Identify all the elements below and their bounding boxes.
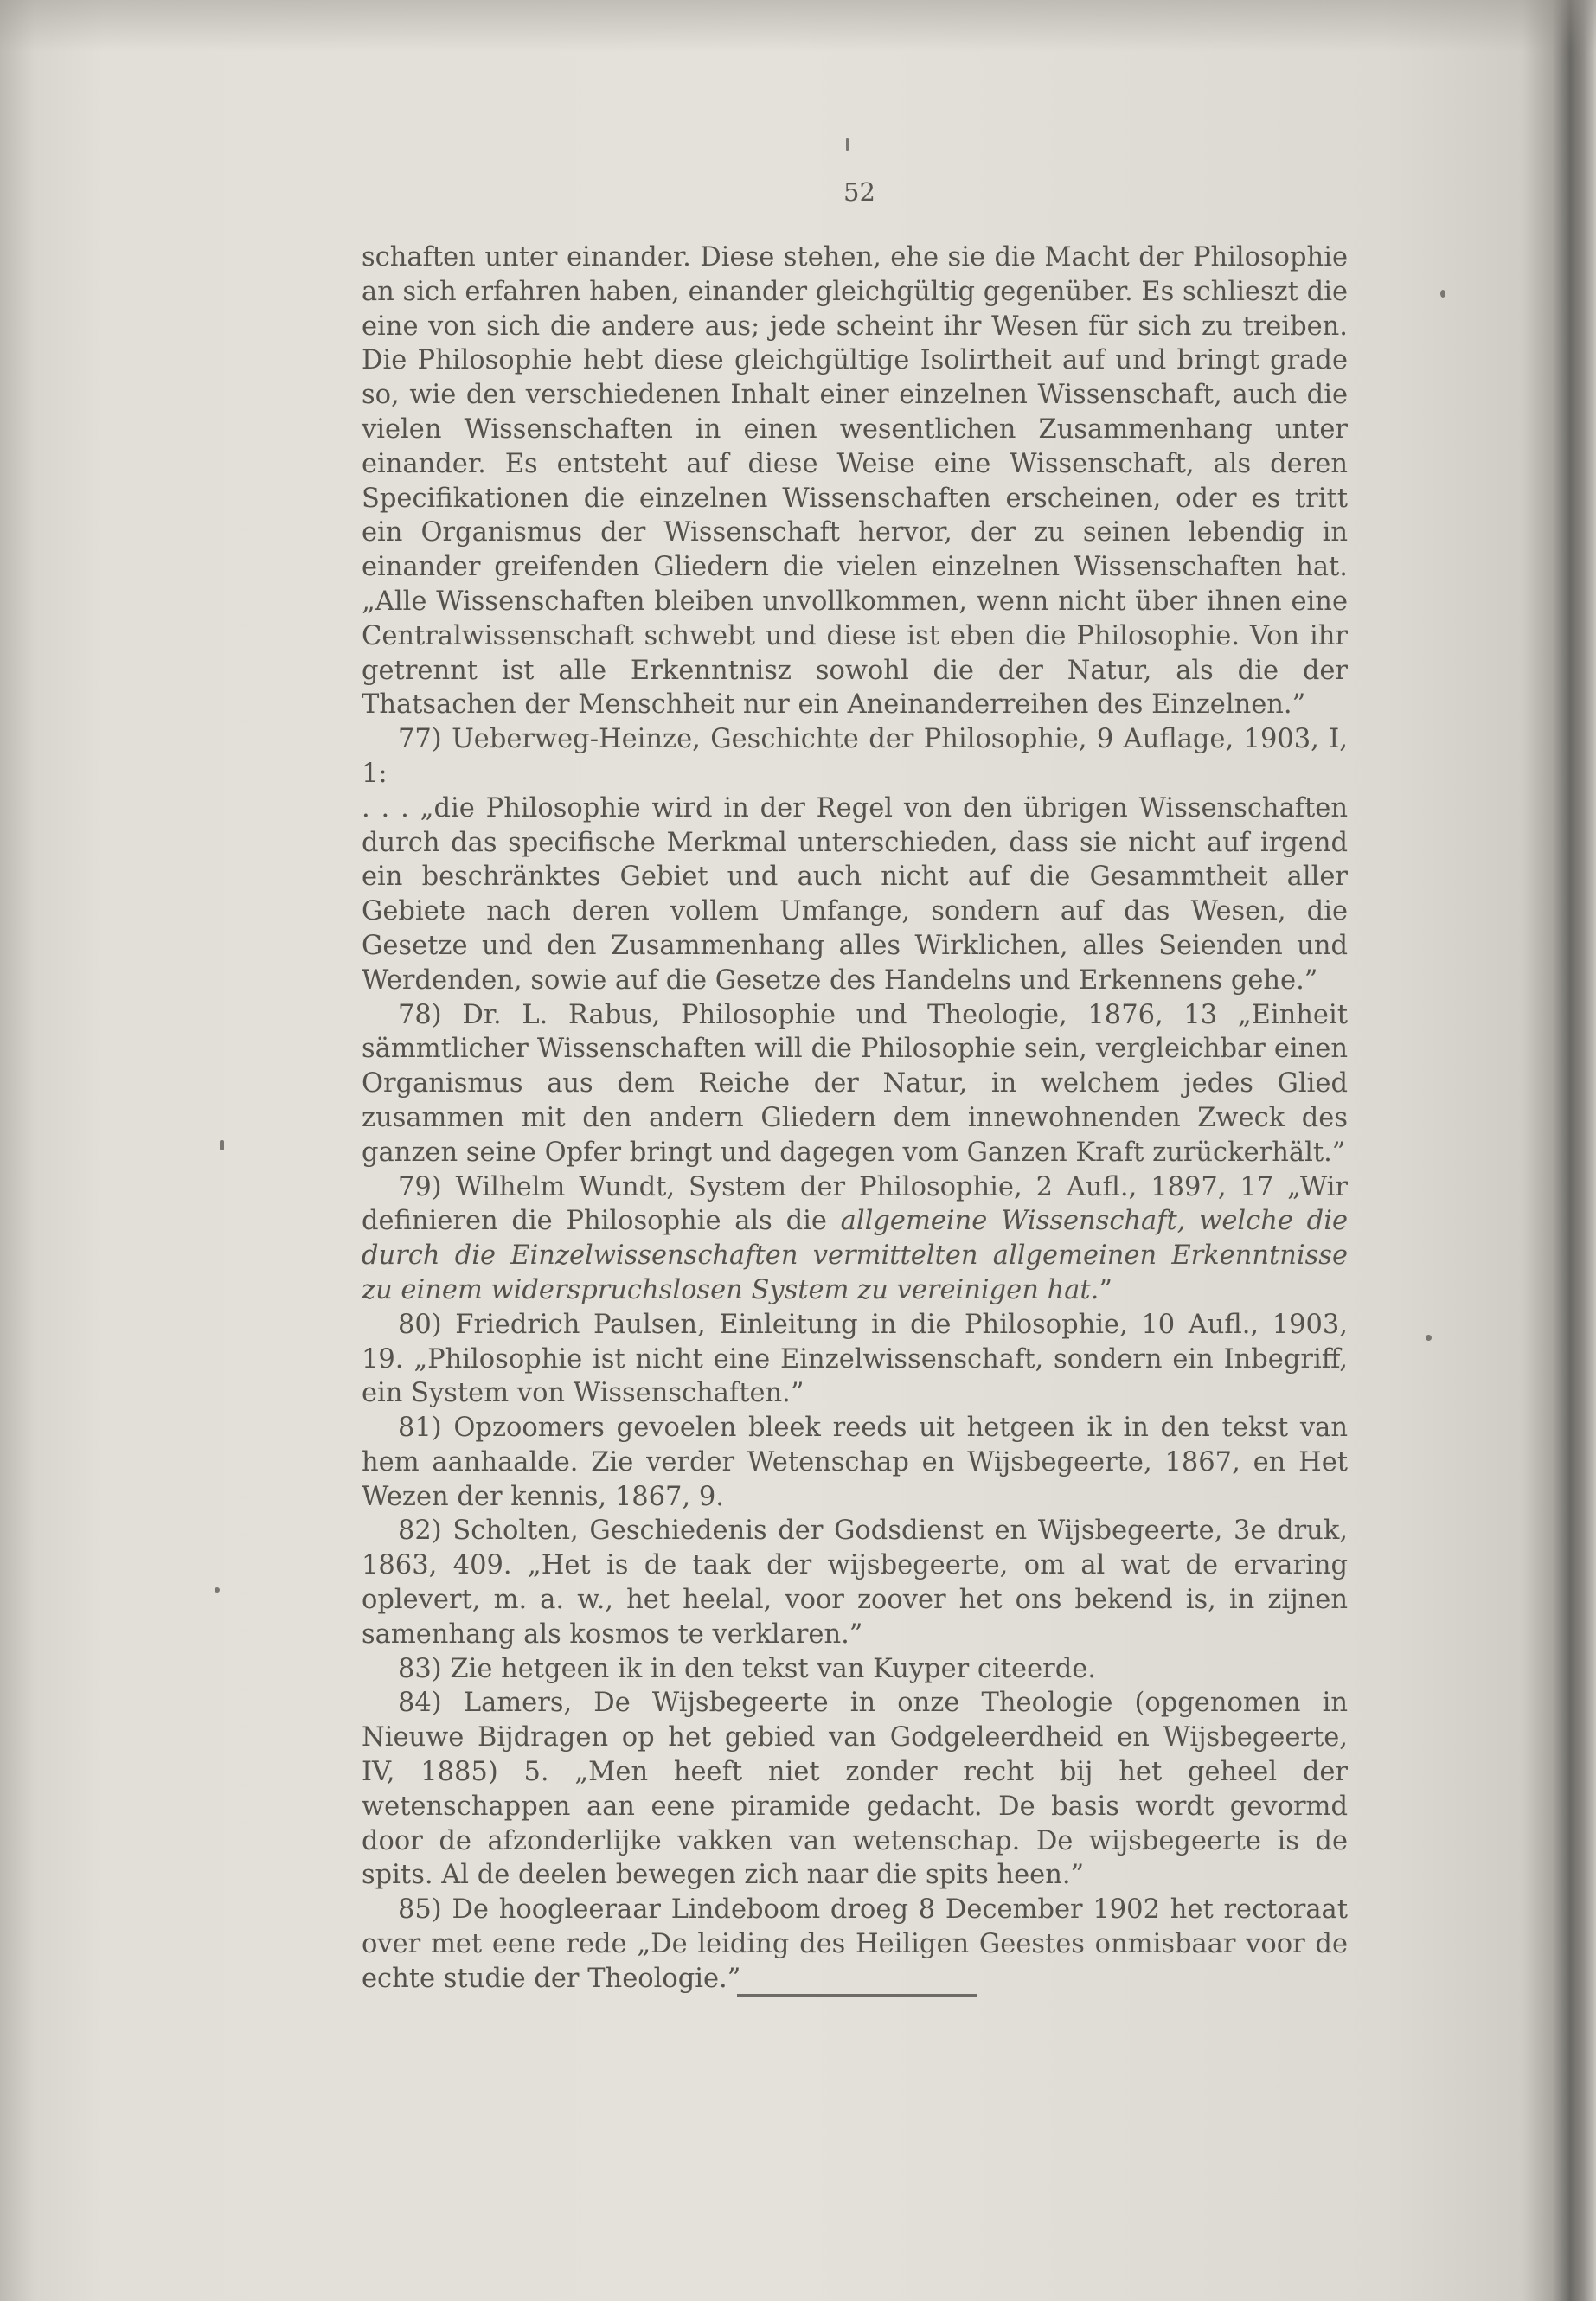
footnote-81: 81) Opzoomers gevoelen bleek reeds uit hetgeen ik in den tekst van hem aanhaalde. Zie verder Wetenschap en Wijsbegeerte, 1867, en Het Wezen der kennis, 1867, 9. [362, 1413, 1348, 1512]
footnote-77-quote: . . . „die Philosophie wird in der Regel von den übrigen Wissenschaften durch das specifische Merkmal unterschieden, dass sie nicht auf irgend ein beschränktes Gebiet und auch nicht auf die Gesammtheit aller Gebiete nach deren vollem Umfange, sondern auf das Wesen, die Gesetze und den Zusammenhang alles Wirklichen, alles Seienden und Werdenden, sowie auf die Gesetze des Handelns und Erkennens gehe.” [362, 792, 1348, 996]
footnote-79-text: 79) Wilhelm Wundt, System der Philosophie, 2 Aufl., 1897, 17 „Wir definieren die Philosophie als die [362, 1171, 1348, 1237]
footnote-79-close: ” [1099, 1274, 1112, 1305]
footnote-77: 77) Ueberweg-Heinze, Geschichte der Philosophie, 9 Auflage, 1903, I, 1: [362, 724, 1348, 789]
footnote-84: 84) Lamers, De Wijsbegeerte in onze Theologie (opgenomen in Nieuwe Bijdragen op het gebied van Godgeleerdheid en Wijsbegeerte, IV, 1885) 5. „Men heeft niet zonder recht bij het geheel der wetenschappen aan eene piramide gedacht. De basis wordt gevormd door de afzonderlijke vakken van wetenschap. De wijsbegeerte is de spits. Al de deelen bewegen zich naar die spits heen.” [362, 1688, 1348, 1891]
footnote-79-italic-quote: allgemeine Wissenschaft, welche die durch die Einzelwissenschaften vermittelten allgemeinen Erkenntnisse zu einem widerspruchslosen System zu vereinigen hat. [362, 1206, 1348, 1305]
footnote-79 [362, 1170, 1348, 1308]
page-body [362, 240, 1348, 1997]
scan-speck [1440, 290, 1445, 298]
scan-speck [215, 1587, 220, 1593]
footnote-83: 83) Zie hetgeen ik in den tekst van Kuyper citeerde. [398, 1653, 1096, 1684]
scan-speck [846, 138, 849, 151]
footnote-80: 80) Friedrich Paulsen, Einleitung in die Philosophie, 10 Aufl., 1903, 19. „Philosophie ist nicht eine Einzelwissenschaft, sondern ein Inbegriff, ein System von Wissenschaften.” [362, 1309, 1348, 1409]
page-number: 52 [843, 177, 875, 207]
footnote-85: 85) De hoogleeraar Lindeboom droeg 8 December 1902 het rectoraat over met eene rede „De leiding des Heiligen Geestes onmisbaar voor de echte studie der Theologie.” [362, 1894, 1348, 1994]
body-paragraph: schaften unter einander. Diese stehen, ehe sie die Macht der Philosophie an sich erfahren haben, einander gleichgültig gegenüber. Es schlieszt die eine von sich die andere aus; jede scheint ihr Wesen für sich zu treiben. Die Philosophie hebt diese gleichgültige Isolirtheit auf und bringt grade so, wie den verschiedenen Inhalt einer einzelnen Wissenschaft, auch die vielen Wissenschaften in einen wesentlichen Zusammenhang unter einander. Es entsteht auf diese Weise eine Wissenschaft, als deren Specifikationen die einzelnen Wissenschaften erscheinen, oder es tritt ein Organismus der Wissenschaft hervor, der zu seinen lebendig in einander greifenden Gliedern die vielen einzelnen Wissenschaften hat. „Alle Wissenschaften bleiben unvollkommen, wenn nicht über ihnen eine Centralwissenschaft schwebt und diese ist eben die Philosophie. Von ihr getrennt ist alle Erkenntnisz sowohl die der Natur, als die der Thatsachen der Menschheit nur ein Aneinanderreihen des Einzelnen.” [362, 242, 1348, 721]
scan-speck [1426, 1335, 1432, 1341]
footnote-78: 78) Dr. L. Rabus, Philosophie und Theologie, 1876, 13 „Einheit sämmtlicher Wissenschaften will die Philosophie sein, vergleichbar einen Organismus aus dem Reiche der Natur, in welchem jedes Glied zusammen mit den andern Gliedern dem innewohnenden Zweck des ganzen seine Opfer bringt und dagegen vom Ganzen Kraft zurückerhält.” [362, 999, 1348, 1168]
scan-shadow-top [0, 0, 1596, 52]
scan-speck [220, 1140, 224, 1150]
closing-rule [737, 1994, 977, 1997]
footnote-82: 82) Scholten, Geschiedenis der Godsdienst en Wijsbegeerte, 3e druk, 1863, 409. „Het is de taak der wijsbegeerte, om al wat de ervaring oplevert, m. a. w., het heelal, voor zoover het ons bekend is, in zijnen samenhang als kosmos te verklaren.” [362, 1516, 1348, 1650]
